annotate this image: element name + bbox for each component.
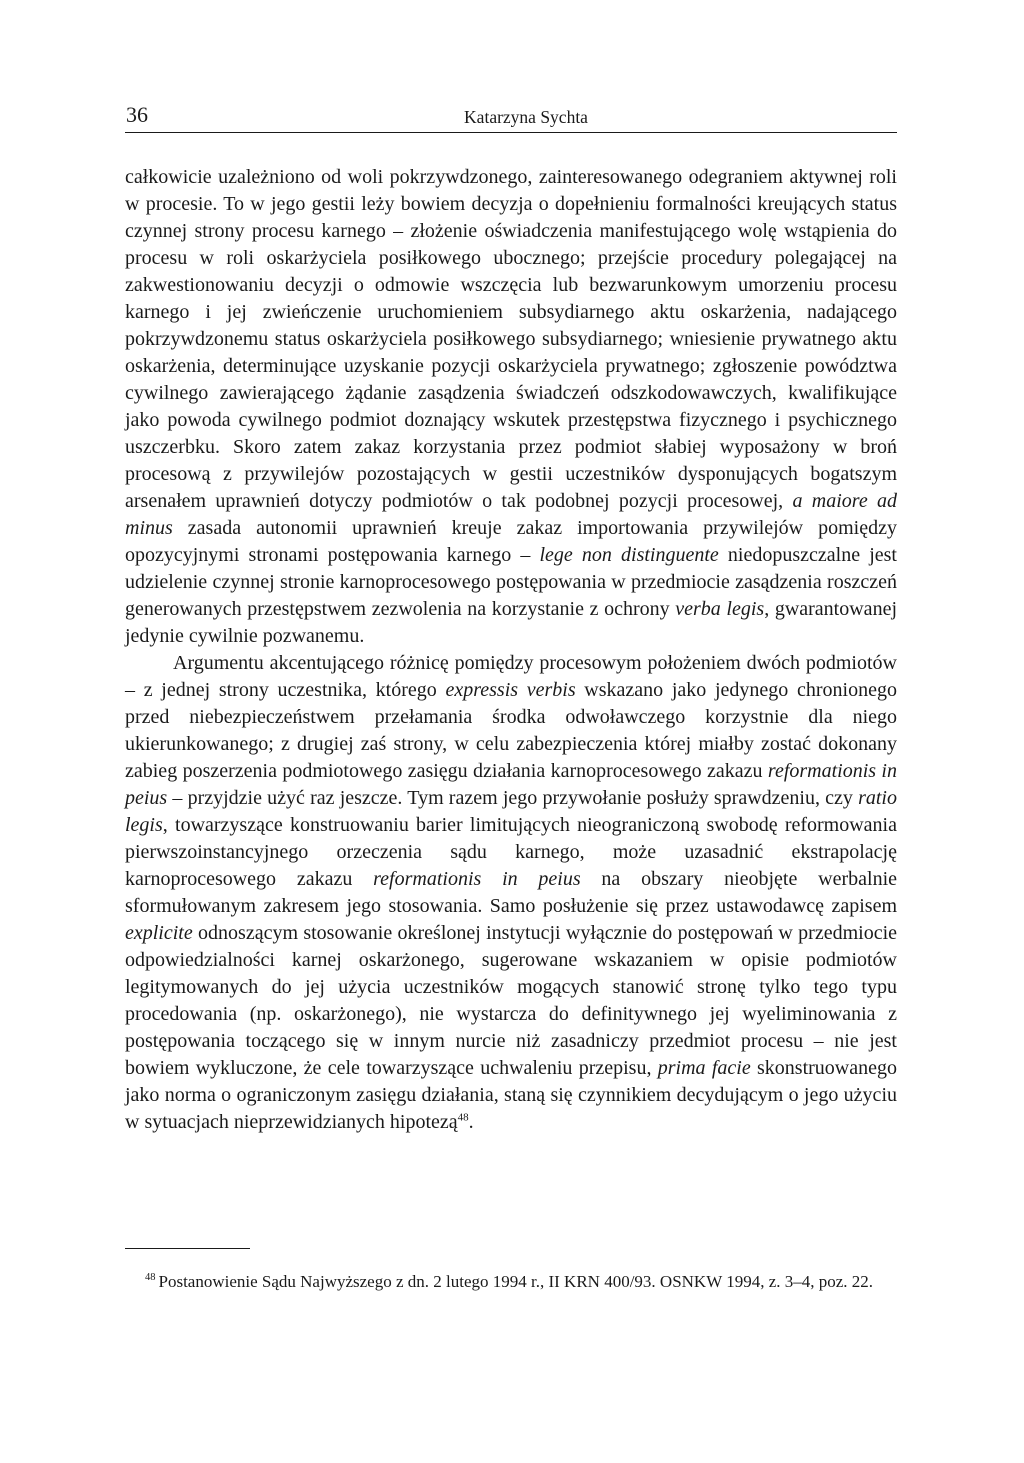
footnote-number: 48 [145,1272,156,1284]
italic-phrase: lege non distinguente [539,544,719,566]
text-run: na obszary nieobjęte werbalnie sformułowanym zakresem jego stosowania. Samo posłużenie się przez ustawodawcę zapisem [125,868,897,917]
text-run: skonstruowanego jako norma o ograniczonym zasięgu działania, staną się czynnikiem decydującym o jego użyciu w sytuacjach nieprzewidzianych hipotezą [125,1057,897,1133]
text-run: niedopuszczalne jest udzielenie czynnej stronie karnoprocesowego postępowania w przedmiocie zasądzenia roszczeń generowanych przestępstwem zezwolenia na korzystanie z ochrony [125,544,897,620]
italic-phrase: ratio legis [125,787,897,836]
text-run: – przyjdzie użyć raz jeszcze. Tym razem jego przywołanie posłuży sprawdzeniu, czy [167,787,859,809]
italic-phrase: expressis verbis [445,679,576,701]
text-run: wskazano jako jedynego chronionego przed niebezpieczeństwem przełamania środka odwoławczego korzystnie dla niego ukierunkowanego; z drugiej zaś strony, w celu zabezpieczenia której miałby zostać dokonany zabieg poszerzenia podmiotowego zasięgu działania karnoprocesowego zakazu [125,679,897,782]
paragraph-2 [125,650,897,1136]
footnote-reference[interactable]: 48 [457,1111,469,1124]
italic-phrase: reformationis in peius [125,760,897,809]
footnote [125,1270,897,1294]
italic-phrase: a maiore ad minus [125,490,897,539]
text-run: . [468,1111,474,1133]
text-run: zasada autonomii uprawnień kreuje zakaz importowania przywilejów pomiędzy opozycyjnymi stronami postępowania karnego – [125,517,897,566]
paragraph-1 [125,164,897,650]
italic-phrase: verba legis [675,598,765,620]
text-run: całkowicie uzależniono od woli pokrzywdzonego, zainteresowanego odegraniem aktywnej roli w procesie. To w jego gestii leży bowiem decyzja o dopełnieniu formalności kreujących status czynnej strony procesu karnego – złożenie oświadczenia manifestującego wolę wstąpienia do procesu w roli oskarżyciela posiłkowego ubocznego; przejście procedury polegającej na zakwestionowaniu decyzji o odmowie wszczęcia lub bezwarunkowym umorzeniu procesu karnego i jej zwieńczenie uruchomieniem subsydiarnego aktu oskarżenia, nadającego pokrzywdzonemu status oskarżyciela posiłkowego subsydiarnego; wniesienie prywatnego aktu oskarżenia, determinujące uzyskanie pozycji oskarżyciela prywatnego; zgłoszenie powództwa cywilnego zawierającego żądanie zasądzenia świadczeń odszkodowawczych, kwalifikujące jako powoda cywilnego podmiot doznający wskutek przestępstwa fizycznego i psychicznego uszczerbku. Skoro zatem zakaz korzystania przez podmiot słabiej wyposażony w broń procesową z przywilejów pozostających w gestii uczestników dysponujących bogatszym arsenałem uprawnień dotyczy podmiotów o tak podobnej pozycji procesowej, [125,166,897,512]
footnote-divider [125,1248,250,1249]
running-head-author: Katarzyna Sychta [464,107,588,127]
main-text [125,164,897,1136]
page-number: 36 [126,102,148,127]
text-run: , gwarantowanej jedynie cywilnie pozwanemu. [125,598,897,647]
footnote-text: Postanowienie Sądu Najwyższego z dn. 2 lutego 1994 r., II KRN 400/93. OSNKW 1994, z. 3–4, poz. 22. [158,1272,874,1291]
italic-phrase: explicite [125,922,193,944]
text-run: , towarzyszące konstruowaniu barier limitujących nieograniczoną swobodę reformowania pierwszoinstancyjnego orzeczenia sądu karnego, może uzasadnić ekstrapolację karnoprocesowego zakazu [125,814,897,890]
text-run: Argumentu akcentującego różnicę pomiędzy procesowym położeniem dwóch podmiotów – z jednej strony uczestnika, którego [125,652,897,701]
italic-phrase: prima facie [657,1057,751,1079]
page-header [125,100,897,133]
text-run: odnoszącym stosowanie określonej instytucji wyłącznie do postępowań w przedmiocie odpowiedzialności karnej oskarżonego, sugerowane wskazaniem w opisie podmiotów legitymowanych do jej użycia uczestników mogących stanowić stronę tylko tego typu procedowania (np. oskarżonego), nie wystarcza do definitywnego jej wyeliminowania z postępowania toczącego się w innym nurcie niż zasadniczy przedmiot procesu – nie jest bowiem wykluczone, że cele towarzyszące uchwaleniu przepisu, [125,922,897,1079]
italic-phrase: reformationis in peius [373,868,581,890]
